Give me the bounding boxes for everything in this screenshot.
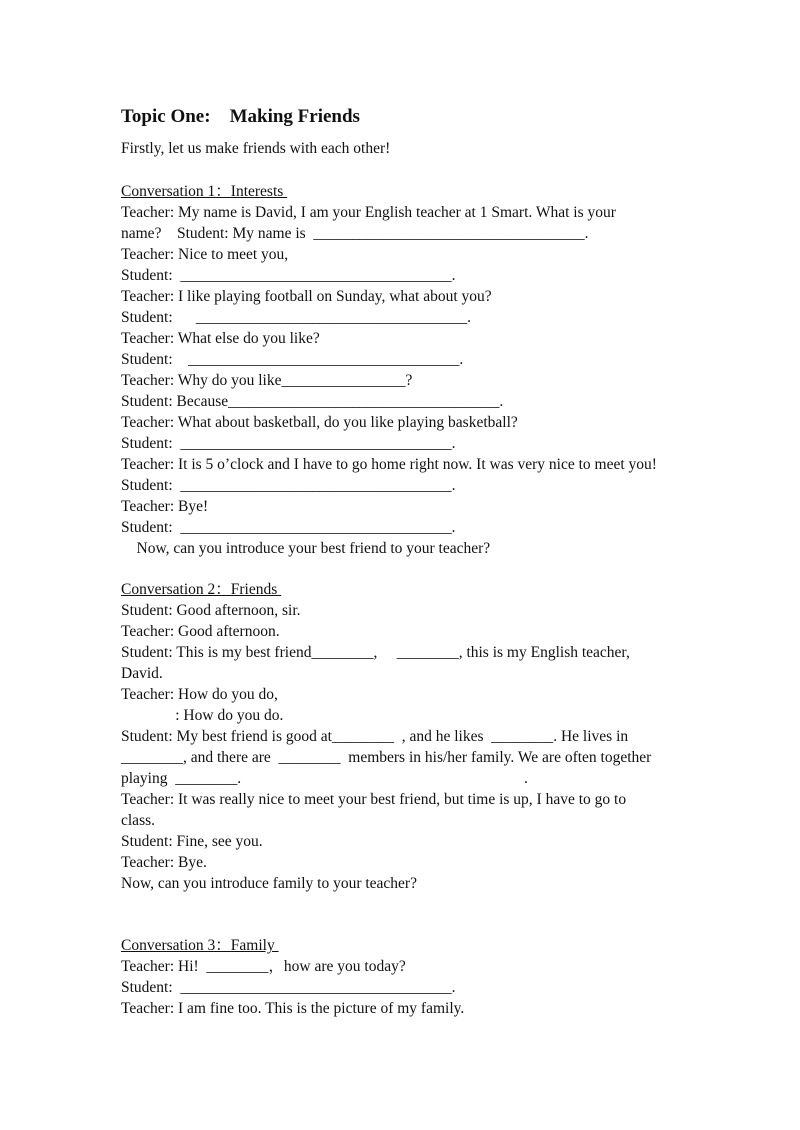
- dialogue-line: Teacher: It is 5 o’clock and I have to go home right now. It was very nice to meet you!: [121, 456, 657, 473]
- dialogue-line: Student: ___________________________________.: [121, 309, 472, 326]
- dialogue-line: Student: My best friend is good at________ , and he likes ________. He lives in: [121, 728, 629, 745]
- dialogue-line: Student: ___________________________________.: [121, 435, 456, 452]
- dialogue-line: name? Student: My name is ___________________________________.: [121, 225, 589, 242]
- conversation-2: [121, 579, 721, 894]
- dialogue-line: Teacher: Why do you like________________?: [121, 372, 413, 389]
- intro-text: Firstly, let us make friends with each other!: [121, 140, 391, 157]
- dialogue-line: Teacher: Good afternoon.: [121, 623, 280, 640]
- dialogue-line: Now, can you introduce family to your teacher?: [121, 875, 417, 892]
- dialogue-line: Teacher: Bye.: [121, 854, 207, 871]
- dialogue-line: Teacher: What about basketball, do you like playing basketball?: [121, 414, 518, 431]
- dialogue-line: Now, can you introduce your best friend to your teacher?: [121, 540, 491, 557]
- conversation-heading: Conversation 3：Family: [121, 937, 279, 954]
- dialogue-line: Student: Good afternoon, sir.: [121, 602, 301, 619]
- dialogue-line: Teacher: Bye!: [121, 498, 209, 515]
- dialogue-line: Teacher: It was really nice to meet your best friend, but time is up, I have to go to: [121, 791, 627, 808]
- dialogue-line: ________, and there are ________ members in his/her family. We are often together: [121, 749, 652, 766]
- dialogue-line: Teacher: What else do you like?: [121, 330, 320, 347]
- dialogue-line: Teacher: My name is David, I am your English teacher at 1 Smart. What is your: [121, 204, 616, 221]
- dialogue-line: Student: ___________________________________.: [121, 979, 456, 996]
- conversation-heading: Conversation 1：Interests: [121, 183, 288, 200]
- dialogue-line: Student: ___________________________________.: [121, 351, 464, 368]
- dialogue-line: Student: Fine, see you.: [121, 833, 263, 850]
- dialogue-line: Teacher: I am fine too. This is the picture of my family.: [121, 1000, 465, 1017]
- dialogue-line: Teacher: I like playing football on Sunday, what about you?: [121, 288, 492, 305]
- dialogue-line: Student: ___________________________________.: [121, 519, 456, 536]
- dialogue-line: Student: ___________________________________.: [121, 267, 456, 284]
- dialogue-line: Teacher: Nice to meet you,: [121, 246, 289, 263]
- page-title: Topic One: Making Friends: [121, 106, 360, 127]
- conversation-3: [121, 935, 721, 1019]
- conversation-1: [121, 181, 721, 559]
- conversation-heading: Conversation 2：Friends: [121, 581, 282, 598]
- dialogue-line: playing ________. .: [121, 770, 528, 787]
- dialogue-line: David.: [121, 665, 163, 682]
- dialogue-line: Teacher: Hi! ________，how are you today?: [121, 958, 406, 975]
- dialogue-line: class.: [121, 812, 156, 829]
- dialogue-line: : How do you do.: [121, 707, 284, 724]
- dialogue-line: Student: This is my best friend________, ________, this is my English teacher,: [121, 644, 630, 661]
- dialogue-line: Teacher: How do you do,: [121, 686, 278, 703]
- dialogue-line: Student: Because___________________________________.: [121, 393, 504, 410]
- dialogue-line: Student: ___________________________________.: [121, 477, 456, 494]
